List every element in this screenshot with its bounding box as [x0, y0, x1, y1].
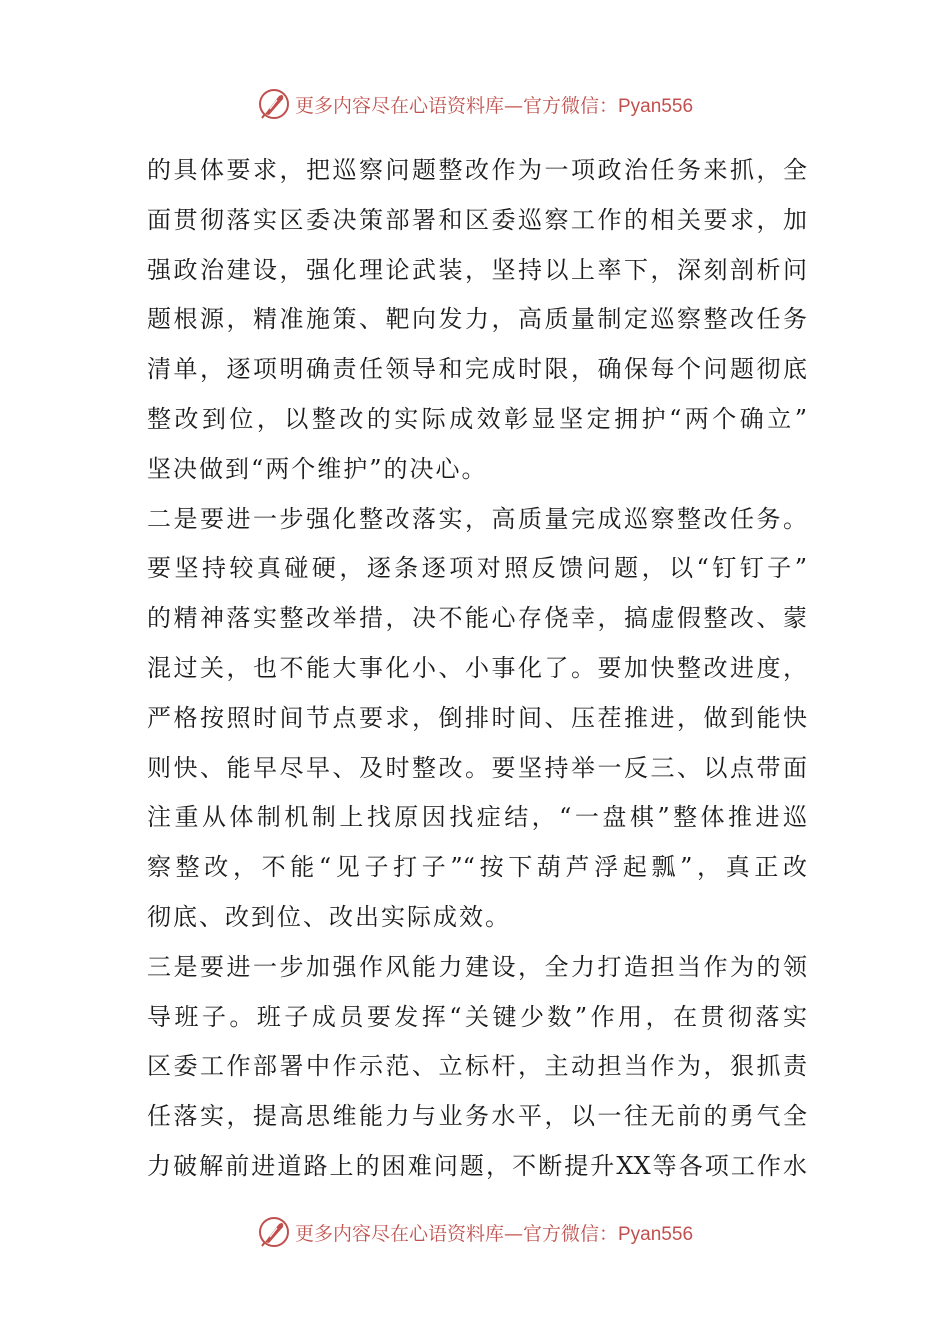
body-line: 面贯彻落实区委决策部署和区委巡察工作的相关要求，加 [147, 205, 807, 234]
body-line: 察整改，不能“见子打子”“按下葫芦浮起瓢”，真正改 [147, 853, 807, 882]
body-line: 注重从体制机制上找原因找症结，“一盘棋”整体推进巡 [147, 803, 807, 832]
document-body [147, 146, 807, 1192]
quill-pen-icon [257, 1215, 291, 1249]
body-line: 要坚持较真碰硬，逐条逐项对照反馈问题，以“钉钉子” [147, 554, 807, 583]
header-banner-handle: Pyan556 [618, 95, 694, 117]
body-line: 二是要进一步强化整改落实，高质量完成巡察整改任务。 [147, 504, 807, 533]
quill-pen-icon [257, 87, 291, 121]
body-line: 力破解前进道路上的困难问题，不断提升XX等各项工作水 [147, 1151, 807, 1180]
body-line: 任落实，提高思维能力与业务水平，以一往无前的勇气全 [147, 1102, 807, 1131]
body-line: 混过关，也不能大事化小、小事化了。要加快整改进度， [147, 653, 807, 682]
body-line: 三是要进一步加强作风能力建设，全力打造担当作为的领 [147, 952, 807, 981]
body-line: 导班子。班子成员要发挥“关键少数”作用，在贯彻落实 [147, 1002, 807, 1031]
body-line: 强政治建设，强化理论武装，坚持以上率下，深刻剖析问 [147, 255, 807, 284]
body-line: 区委工作部署中作示范、立标杆，主动担当作为，狠抓责 [147, 1052, 807, 1081]
body-line: 清单，逐项明确责任领导和完成时限，确保每个问题彻底 [147, 355, 807, 384]
header-banner-label: 更多内容尽在心语资料库—官方微信： [294, 94, 618, 117]
body-line: 题根源，精准施策、靶向发力，高质量制定巡察整改任务 [147, 305, 807, 334]
body-line: 整改到位，以整改的实际成效彰显坚定拥护“两个确立” [147, 404, 807, 433]
footer-banner-label: 更多内容尽在心语资料库—官方微信： [294, 1222, 618, 1245]
footer-banner-text [295, 1219, 693, 1246]
body-line: 的具体要求，把巡察问题整改作为一项政治任务来抓，全 [147, 156, 807, 184]
body-line: 的精神落实整改举措，决不能心存侥幸，搞虚假整改、蒙 [147, 604, 807, 633]
body-line: 彻底、改到位、改出实际成效。 [147, 902, 511, 931]
body-line: 坚决做到“两个维护”的决心。 [147, 454, 488, 483]
header-banner-text [295, 91, 693, 118]
footer-banner [0, 1212, 950, 1252]
footer-banner-handle: Pyan556 [618, 1223, 694, 1245]
body-line: 严格按照时间节点要求，倒排时间、压茬推进，做到能快 [147, 703, 807, 732]
body-line: 则快、能早尽早、及时整改。要坚持举一反三、以点带面 [147, 753, 807, 782]
header-banner [0, 84, 950, 124]
